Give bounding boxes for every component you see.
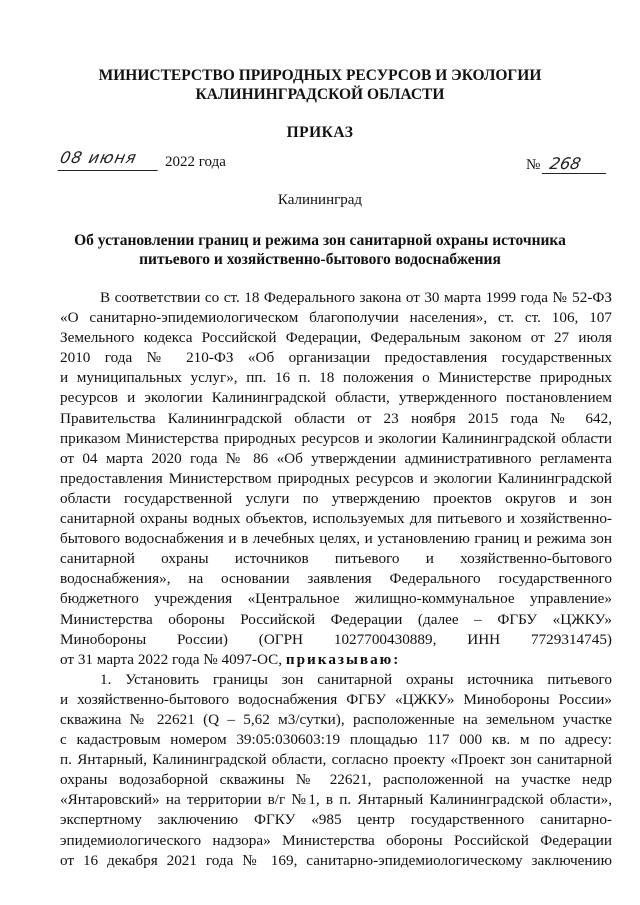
item-line: экспертному заключению ФГКУ «985 центр государственного санитарно-	[60, 811, 612, 829]
ministry-header	[60, 66, 580, 104]
body-line: Минобороны России) (ОГРН 1027700430889, ИНН 7729314745)	[60, 630, 612, 648]
body-line: предоставления Министерством природных ресурсов и экологии Калининградской	[60, 469, 612, 487]
order-verb: приказываю:	[285, 650, 401, 668]
item-line: п. Янтарный, Калининградской области, согласно проекту «Проект зон санитарной	[60, 751, 612, 769]
order-body	[60, 288, 612, 871]
body-line-final	[60, 650, 612, 670]
body-line: водоснабжения», на основании заявления Федерального государственного	[60, 570, 612, 588]
body-line: санитарной охраны водных объектов, используемых для питьевого и хозяйственно-	[60, 510, 612, 528]
body-line: и муниципальных услуг», пп. 16 п. 18 положения о Министерстве природных	[60, 369, 612, 387]
order-title: ПРИКАЗ	[286, 124, 354, 141]
subject-line-1: Об установлении границ и режима зон санитарной охраны источника	[74, 232, 566, 249]
order-subject	[60, 231, 580, 269]
preamble-closing-text: от 31 марта 2022 года № 4097-ОС,	[60, 650, 283, 668]
ministry-name-line-2: КАЛИНИНГРАДСКОЙ ОБЛАСТИ	[195, 86, 445, 103]
body-line: от 04 марта 2020 года № 86 «Об утверждении административного регламента	[60, 449, 612, 467]
body-line: Правительства Калининградской области от 23 ноября 2015 года № 642,	[60, 409, 612, 427]
body-line: Земельного кодекса Российской Федерации, Федеральным законом от 27 июля	[60, 329, 612, 347]
item-line: скважина № 22621 (Q – 5,62 м3/сутки), расположенные на земельном участке	[60, 710, 612, 728]
handwritten-number: 268	[542, 154, 610, 174]
preamble-paragraph	[60, 288, 612, 670]
item-line: от 16 декабря 2021 года № 169, санитарно-эпидемиологическому заключению	[60, 851, 612, 869]
body-line: В соответствии со ст. 18 Федерального закона от 30 марта 1999 года № 52-ФЗ	[100, 289, 612, 306]
ministry-name-line-1: МИНИСТЕРСТВО ПРИРОДНЫХ РЕСУРСОВ И ЭКОЛОГИИ	[98, 67, 542, 84]
subject-line-2: питьевого и хозяйственно-бытового водоснабжения	[139, 251, 501, 268]
body-line: Министерства обороны Российской Федерации (далее – ФГБУ «ЦЖКУ»	[60, 610, 612, 628]
order-number	[526, 154, 608, 174]
order-year: 2022 года	[165, 154, 226, 170]
body-line: «О санитарно-эпидемиологическом благополучии населения», ст. ст. 106, 107	[60, 309, 612, 327]
body-line: приказом Министерства природных ресурсов и экологии Калининградской области	[60, 429, 612, 447]
number-sign: №	[525, 157, 541, 173]
date-number-row	[58, 148, 610, 178]
body-line: области государственной услуги по утверждению проектов округов и зон	[60, 489, 612, 507]
body-line: санитарной охраны источников питьевого и хозяйственно-бытового	[60, 550, 612, 568]
item-line: 1. Установить границы зон санитарной охраны источника питьевого	[100, 670, 612, 688]
body-line: 2010 года № 210-ФЗ «Об организации предоставления государственных	[60, 349, 612, 367]
item-1-paragraph	[60, 670, 612, 871]
item-line: эпидемиологического надзора» Министерства обороны Российской Федерации	[60, 831, 612, 849]
body-line: бытового водоснабжения и в лечебных целях, и установлению границ и режима зон	[60, 530, 612, 548]
item-line: и хозяйственно-бытового водоснабжения ФГБУ «ЦЖКУ» Минобороны России»	[60, 690, 612, 708]
city-name: Калининград	[277, 192, 363, 208]
body-line: бюджетного учреждения «Центральное жилищно-коммунальное управление»	[60, 590, 612, 608]
item-line: охраны водозаборной скважины № 22621, расположенной на участке недр	[60, 771, 612, 789]
item-line: с кадастровым номером 39:05:030603:19 площадью 117 000 кв. м по адресу:	[60, 731, 612, 749]
handwritten-date: 08 июня	[58, 148, 163, 171]
body-line: ресурсов и экологии Калининградской области, утвержденного постановлением	[60, 389, 612, 407]
item-line: «Янтаровский» на территории в/г №1, в п. Янтарный Калининградской области»,	[60, 791, 612, 809]
